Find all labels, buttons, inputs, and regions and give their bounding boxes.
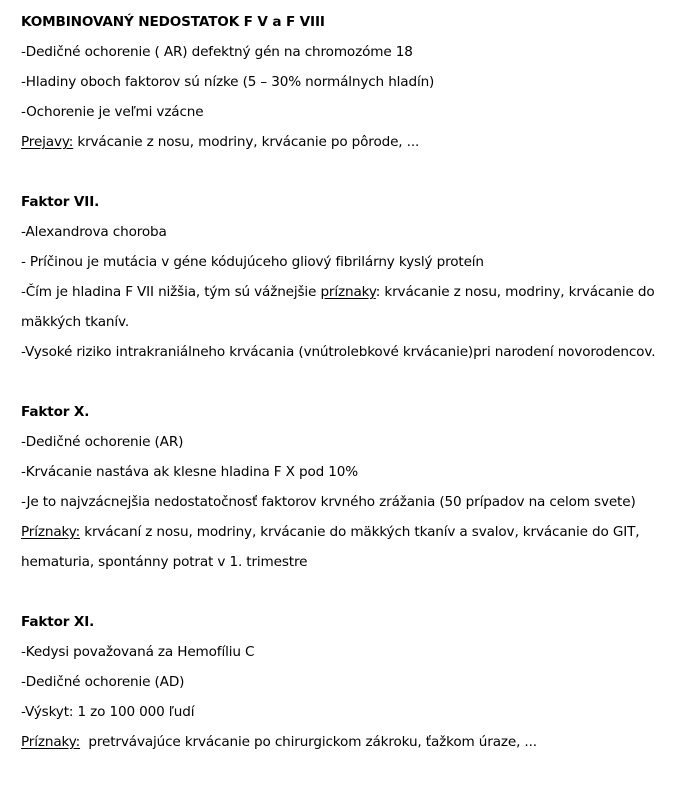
- symptoms-text: krvácanie z nosu, modriny, krvácanie po pôrode, ...: [73, 134, 420, 150]
- text-line: hematuria, spontánny potrat v 1. trimestre: [21, 554, 308, 570]
- symptoms-text: krvácaní z nosu, modriny, krvácanie do mäkkých tkanív a svalov, krvácanie do GIT,: [80, 524, 640, 540]
- text-line: -Hladiny oboch faktorov sú nízke (5 – 30% normálnych hladín): [21, 74, 435, 90]
- text-line: -Kedysi považovaná za Hemofíliu C: [21, 644, 255, 660]
- text-line: -Výskyt: 1 zo 100 000 ľudí: [21, 704, 195, 720]
- text-line: -Krvácanie nastáva ak klesne hladina F X pod 10%: [21, 464, 359, 480]
- spacer: [21, 367, 671, 397]
- text-line: -Je to najvzácnejšia nedostatočnosť faktorov krvného zrážania (50 prípadov na celom svete): [21, 494, 636, 510]
- document-body: [21, 7, 671, 757]
- section-heading-combined-fv-fviii: KOMBINOVANÝ NEDOSTATOK F V a F VIII: [21, 14, 325, 30]
- spacer: [21, 577, 671, 607]
- text-line: -Ochorenie je veľmi vzácne: [21, 104, 204, 120]
- spacer: [21, 157, 671, 187]
- text-line: -Alexandrova choroba: [21, 224, 167, 240]
- text-line: mäkkých tkanív.: [21, 314, 130, 330]
- symptoms-line: [21, 727, 671, 757]
- text-line: -Dedičné ochorenie (AR): [21, 434, 184, 450]
- text-line: [21, 277, 671, 307]
- text-line: - Príčinou je mutácia v géne kódujúceho gliový fibrilárny kyslý proteín: [21, 254, 484, 270]
- symptoms-line: [21, 517, 671, 547]
- text-line: -Dedičné ochorenie ( AR) defektný gén na chromozóme 18: [21, 44, 413, 60]
- section-heading-factor-x: Faktor X.: [21, 404, 90, 420]
- text-line: -Dedičné ochorenie (AD): [21, 674, 185, 690]
- text-fragment: : krvácanie z nosu, modriny, krvácanie do: [375, 284, 655, 300]
- text-line: -Vysoké riziko intrakraniálneho krvácania (vnútrolebkové krvácanie)pri narodení novorodencov.: [21, 344, 656, 360]
- symptoms-label: Prejavy:: [21, 134, 74, 150]
- symptoms-text: pretrvávajúce krvácanie po chirurgickom zákroku, ťažkom úraze, ...: [80, 734, 537, 750]
- section-heading-factor-vii: Faktor VII.: [21, 194, 100, 210]
- symptoms-label: Príznaky:: [21, 734, 81, 750]
- text-fragment: -Čím je hladina F VII nižšia, tým sú vážnejšie: [21, 284, 321, 300]
- symptoms-label: príznaky: [320, 284, 376, 300]
- symptoms-label: Príznaky:: [21, 524, 81, 540]
- section-heading-factor-xi: Faktor XI.: [21, 614, 95, 630]
- symptoms-line: [21, 127, 671, 157]
